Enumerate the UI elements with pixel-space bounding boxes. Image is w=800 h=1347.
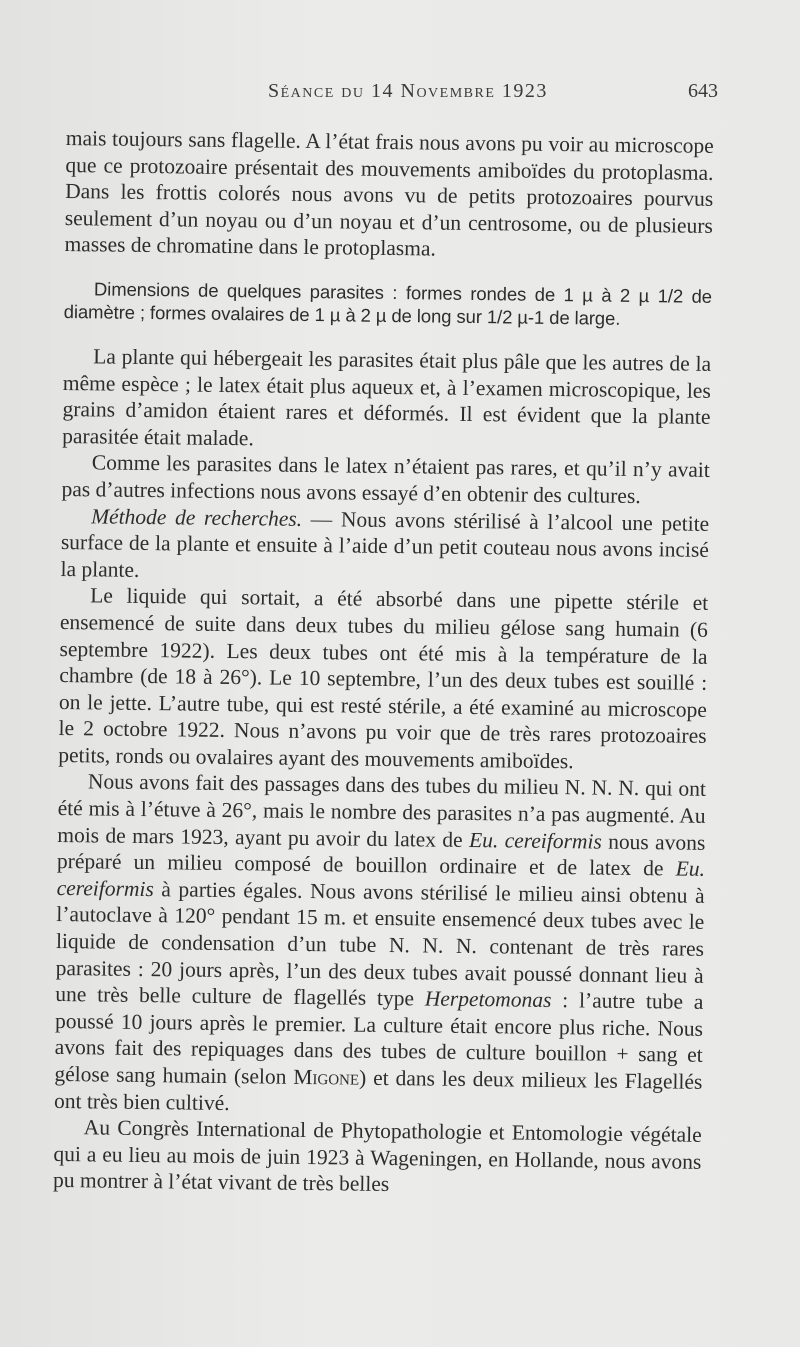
paragraph-4: Comme les parasites dans le latex n’étaient pas rares, et qu’il n’y avait pas d’autres infections nous avons essayé d’en obtenir des cultures. bbox=[61, 450, 710, 508]
species-name: Eu. cereiformis bbox=[56, 856, 706, 901]
paragraph-1: mais toujours sans flagelle. A l’état frais nous avons pu voir au microscope que ce protozoaire présentait des mouvements amiboïdes du protoplasma. Dans les frottis colorés nous avons vu de petits protozoaires pourvus seulement d’un noyau ou d’un noyau et d’un centrosome, ou de plusieurs masses de chromatine dans le protoplasma. bbox=[64, 125, 714, 261]
paragraph-7 bbox=[54, 768, 706, 1122]
paragraph-8: Au Congrès International de Phytopathologie et Entomologie végétale qui a eu lieu au mois de juin 1923 à Wageningen, en Hollande, nous avons pu montrer à l’état vivant de très belles bbox=[52, 1115, 702, 1197]
paragraph-7-part-a: Nous avons fait des passages dans des tubes du milieu N. N. N. qui ont été mis à l’étuve à 26°, mais le nombre des parasites n’a pas augmenté. Au mois de mars 1923, ayant pu avoir du latex de bbox=[57, 769, 707, 852]
paragraph-dimensions: Dimensions de quelques parasites : formes rondes de 1 µ à 2 µ 1/2 de diamètre ; formes ovalaires de 1 µ à 2 µ de long sur 1/2 µ-1 de large. bbox=[63, 278, 713, 329]
page-number: 643 bbox=[688, 80, 718, 102]
page-header bbox=[0, 80, 800, 110]
paragraph-5 bbox=[60, 503, 709, 591]
paragraph-5-text: — Nous avons stérilisé à l’alcool une petite surface de la plante et ensuite à l’aide d’un petit couteau nous avons incisé la plante. bbox=[60, 506, 710, 582]
genus-name: Herpetomonas bbox=[424, 986, 552, 1013]
paragraph-7-part-e: ) et dans les deux milieux les Flagellés ont très bien cultivé. bbox=[53, 1065, 703, 1115]
author-name: Migone bbox=[293, 1064, 360, 1090]
paragraph-7-part-d: : l’autre tube a poussé 10 jours après le premier. La culture était encore plus riche. Nous avons fait des repiquages dans des tubes de culture bouillon + sang et gélose sang humain (selon bbox=[54, 988, 704, 1089]
paragraph-7-part-c: à parties égales. Nous avons stérilisé le milieu ainsi obtenu à l’autoclave à 120° pendant 15 m. et ensuite ensemencé deux tubes avec le liquide de condensation d’un tube N. N. N. contenant de très rares parasites : 20 jours après, l’un des deux tubes avait poussé donnant lieu à une très belle culture de flagellés type bbox=[55, 876, 705, 1011]
running-head: Séance du 14 Novembre 1923 bbox=[268, 80, 548, 102]
paragraph-6: Le liquide qui sortait, a été absorbé dans une pipette stérile et ensemencé de suite dans deux tubes du milieu gélose sang humain (6 septembre 1922). Les deux tubes ont été mis à la température de la chambre (de 18 à 26°). Le 10 septembre, l’un des deux tubes est souillé : on le jette. L’autre tube, qui est resté stérile, a été examiné au microscope le 2 octobre 1922. Nous n’avons pu voir que de très rares protozoaires petits, ronds ou ovalaires ayant des mouvements amiboïdes. bbox=[58, 583, 709, 774]
body-text bbox=[53, 125, 714, 1202]
species-name: Eu. cereiformis bbox=[468, 827, 602, 854]
paragraph-3: La plante qui hébergeait les parasites était plus pâle que les autres de la même espèce ; le latex était plus aqueux et, à l’examen microscopique, les grains d’amidon étaient rares et déformés. Il est évident que la plante parasitée était malade. bbox=[62, 344, 712, 451]
paragraph-7-part-b: nous avons préparé un milieu composé de bouillon ordinaire et de latex de bbox=[56, 829, 706, 881]
section-heading: Méthode de recherches. bbox=[91, 503, 303, 531]
